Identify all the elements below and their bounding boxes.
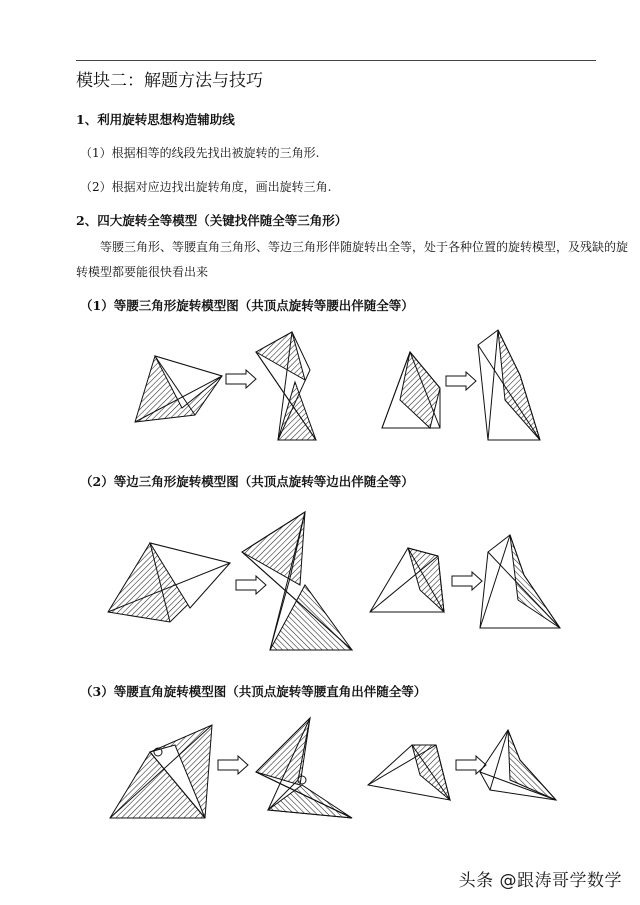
figure-right-isosceles-row [0,712,640,832]
figure-isosceles-row [0,320,640,450]
model1-caption: （1）等腰三角形旋转模型图（共顶点旋转等腰出伴随全等） [80,298,414,313]
iso-fig2 [256,332,316,440]
arrow-2b [452,572,482,590]
right-fig4 [480,730,556,800]
iso-fig3 [382,352,440,428]
equi-fig1 [108,543,230,622]
model3-caption: （3）等腰直角旋转模型图（共顶点旋转等腰直角出伴随全等） [80,684,427,699]
figure-equilateral-row [0,505,640,665]
item1-heading: 1、利用旋转思想构造辅助线 [76,112,235,127]
right-fig3 [368,745,450,800]
iso-fig1 [135,356,222,422]
model2-caption: （2）等边三角形旋转模型图（共顶点旋转等边出伴随全等） [80,474,414,489]
section-title: 模块二：解题方法与技巧 [76,71,263,91]
iso-fig4 [478,330,540,440]
watermark-text: 头条 @跟涛哥学数学 [458,871,622,891]
arrow-2a [236,576,266,594]
item2-heading: 2、四大旋转全等模型（关键找伴随全等三角形） [76,213,348,228]
item2-para-line1: 等腰三角形、等腰直角三角形、等边三角形伴随旋转出全等，处于各种位置的旋转模型，及残缺的旋 [100,240,629,254]
right-fig1 [110,725,212,818]
equi-fig3 [370,548,444,612]
arrow-3a [218,756,248,774]
equi-fig4 [480,535,560,628]
arrow-1b [446,372,476,390]
item1-step1: （1）根据相等的线段先找出被旋转的三角形. [80,146,320,160]
arrow-3b [456,756,486,774]
right-fig2 [256,718,352,818]
arrow-1a [226,370,256,388]
top-rule [76,60,596,61]
item1-step2: （2）根据对应边找出旋转角度，画出旋转三角. [80,180,332,194]
item2-para-line2: 转模型都要能很快看出来 [76,265,209,279]
